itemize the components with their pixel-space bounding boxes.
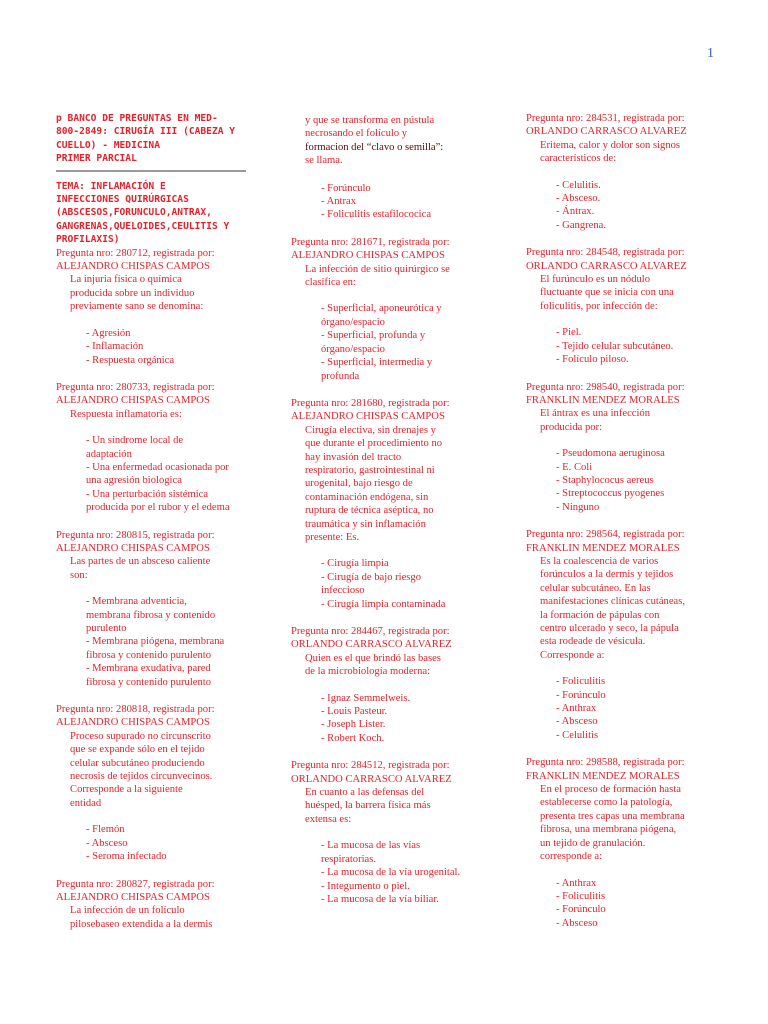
- question-header: Pregunta nro: 280827, registrada por: ALEJANDRO CHISPAS CAMPOS: [56, 878, 215, 903]
- continuation-text-end: se llama.: [305, 155, 343, 167]
- answer-options: - Ignaz Semmelweis. - Louis Pasteur. - Joseph Lister. - Robert Koch.: [321, 692, 411, 744]
- question-header: Pregunta nro: 281671, registrada por: ALEJANDRO CHISPAS CAMPOS: [291, 236, 450, 262]
- answer-options: - Piel. - Tejido celular subcutáneo. - Folículo piloso.: [556, 327, 674, 366]
- question-block: [56, 247, 246, 367]
- question-block: [291, 236, 471, 383]
- document-header: p BANCO DE PREGUNTAS EN MED- 800-2849: CIRUGÍA III (CABEZA Y CUELLO) - MEDICINA PRIMER PARCIAL: [56, 113, 236, 165]
- answer-options: - Pseudomona aeruginosa - E. Coli - Staphylococus aereus - Streptococcus pyogenes - Ninguno: [556, 448, 665, 513]
- question-block: [291, 397, 471, 611]
- header-divider: [56, 170, 246, 172]
- question-block: [291, 759, 471, 906]
- answer-options: - Celulitis. - Absceso. - Ántrax. - Gangrena.: [556, 179, 606, 231]
- question-header: Pregunta nro: 298540, registrada por: FRANKLIN MENDEZ MORALES: [526, 381, 685, 406]
- question-header: Pregunta nro: 280815, registrada por: ALEJANDRO CHISPAS CAMPOS: [56, 529, 215, 554]
- question-text: En cuanto a las defensas del huésped, la barrera física más extensa es:: [305, 787, 431, 825]
- answer-options: - Forúnculo - Antrax - Foliculitis estafilococica: [321, 182, 432, 221]
- answer-options: - Anthrax - Foliculitis - Forúnculo - Absceso: [556, 877, 606, 929]
- topic-heading: TEMA: INFLAMACIÓN E INFECCIONES QUIRÚRGICAS (ABSCESOS,FORUNCULO,ANTRAX, GANGRENAS,QUELOIDES,CEULITIS Y PROFILAXIS): [56, 180, 230, 246]
- question-continuation: [291, 114, 471, 222]
- question-block: [56, 529, 246, 689]
- question-text: La infección de un folículo pilosebaseo extendida a la dermis: [70, 905, 213, 930]
- question-header: Pregunta nro: 284548, registrada por: ORLANDO CARRASCO ALVAREZ: [526, 247, 687, 272]
- question-text: Quien es el que brindó las bases de la microbiología moderna:: [305, 652, 441, 678]
- question-header: Pregunta nro: 298564, registrada por: FRANKLIN MENDEZ MORALES: [526, 529, 685, 554]
- question-text: Eritema, calor y dolor son signos característicos de:: [540, 139, 681, 165]
- answer-options: - Flemón - Absceso - Seroma infectado: [86, 824, 167, 863]
- question-block: [291, 625, 471, 745]
- page-number: 1: [707, 46, 714, 61]
- question-text: Respuesta inflamatoria es:: [70, 408, 182, 420]
- question-header: Pregunta nro: 281680, registrada por: ALEJANDRO CHISPAS CAMPOS: [291, 397, 450, 423]
- answer-options: - Un síndrome local de adaptación - Una enfermedad ocasionada por una agresión biologica - Una perturbación sistémica producida por el rubor y el edema: [86, 435, 230, 514]
- question-block: [526, 756, 716, 930]
- question-block: [526, 528, 716, 742]
- question-text: La injuria física o química producida sobre un individuo previamente sano se denomina:: [70, 274, 204, 313]
- question-header: Pregunta nro: 280712, registrada por: ALEJANDRO CHISPAS CAMPOS: [56, 247, 215, 273]
- question-header: Pregunta nro: 298588, registrada por: FRANKLIN MENDEZ MORALES: [526, 757, 685, 782]
- answer-options: - Membrana adventicia, membrana fibrosa y contenido purulento - Membrana piógena, membrana fibrosa y contenido purulento - Membrana exudativa, pared fibrosa y contenido purulento: [86, 596, 225, 688]
- column-1: [56, 112, 246, 945]
- question-list: [291, 236, 471, 906]
- answer-options: - La mucosa de las vías respiratorias. - La mucosa de la vía urogenital. - Integumento o piel. - La mucosa de la vía biliar.: [321, 840, 461, 905]
- question-block: [56, 381, 246, 515]
- column-3: [526, 112, 716, 944]
- continuation-text: y que se transforma en pústula necrosando el folículo y: [305, 115, 435, 140]
- answer-options: - Foliculitis - Forúnculo - Anthrax - Absceso - Celulitis: [556, 676, 606, 741]
- question-header: Pregunta nro: 284467, registrada por: ORLANDO CARRASCO ALVAREZ: [291, 626, 452, 651]
- question-text: Proceso supurado no circunscrito que se expande sólo en el tejido celular subcutáneo produciendo necrosis de tejidos circunvecinos. Corresponde a la siguiente entidad: [70, 730, 213, 809]
- question-text: En el proceso de formación hasta establecerse como la patología, presenta tres capas una membrana fibrosa, una membrana piógena, un tejido de granulación. corresponde a:: [540, 784, 685, 863]
- question-block: [526, 246, 716, 366]
- question-block: [56, 703, 246, 863]
- question-header: Pregunta nro: 280733, registrada por: ALEJANDRO CHISPAS CAMPOS: [56, 381, 215, 407]
- question-text: El furúnculo es un nódulo fluctuante que se inicia con una foliculitis, por infección de:: [540, 274, 674, 312]
- answer-options: - Superficial, aponeurótica y órgano/espacio - Superficial, profunda y órgano/espacio - Superficial, intermedia y profunda: [321, 303, 442, 382]
- question-text: Cirugía electiva, sin drenajes y que durante el procedimiento no hay invasión del tracto respiratorio, gastrointestinal ni urogenital, bajo riesgo de contaminación endógena, sin ruptura de técnica aséptica, no traumática y sin inflamación presente: Es.: [305, 424, 443, 543]
- question-list: [56, 247, 246, 931]
- question-header: Pregunta nro: 284512, registrada por: ORLANDO CARRASCO ALVAREZ: [291, 760, 452, 785]
- question-text: El ántrax es una infección producida por:: [540, 408, 651, 433]
- question-header: Pregunta nro: 280818, registrada por: ALEJANDRO CHISPAS CAMPOS: [56, 704, 215, 729]
- answer-options: - Cirugía limpia - Cirugía de bajo riesgo infeccioso - Cirugía limpia contaminada: [321, 558, 446, 610]
- answer-options: - Agresión - Inflamación - Respuesta orgánica: [86, 327, 175, 366]
- column-2: [291, 114, 471, 920]
- continuation-text-emphasis: formacion del “clavo o semilla”:: [305, 141, 444, 153]
- question-block: [526, 112, 716, 232]
- question-header: Pregunta nro: 284531, registrada por: ORLANDO CARRASCO ALVAREZ: [526, 113, 687, 138]
- question-block: [56, 878, 246, 932]
- question-block: [526, 381, 716, 515]
- question-list: [526, 112, 716, 930]
- question-text: Las partes de un absceso caliente son:: [70, 556, 211, 581]
- question-text: La infección de sitio quirúrgico se clasifica en:: [305, 263, 450, 289]
- question-text: Es la coalescencia de varios forúnculos a la dermis y tejidos celular subcutáneo. En las manifestaciones clínicas cutáneas, la formación de pápulas con centro ulcerado y seco, la pápula esta rodeade de vésicula. Corresponde a:: [540, 555, 686, 661]
